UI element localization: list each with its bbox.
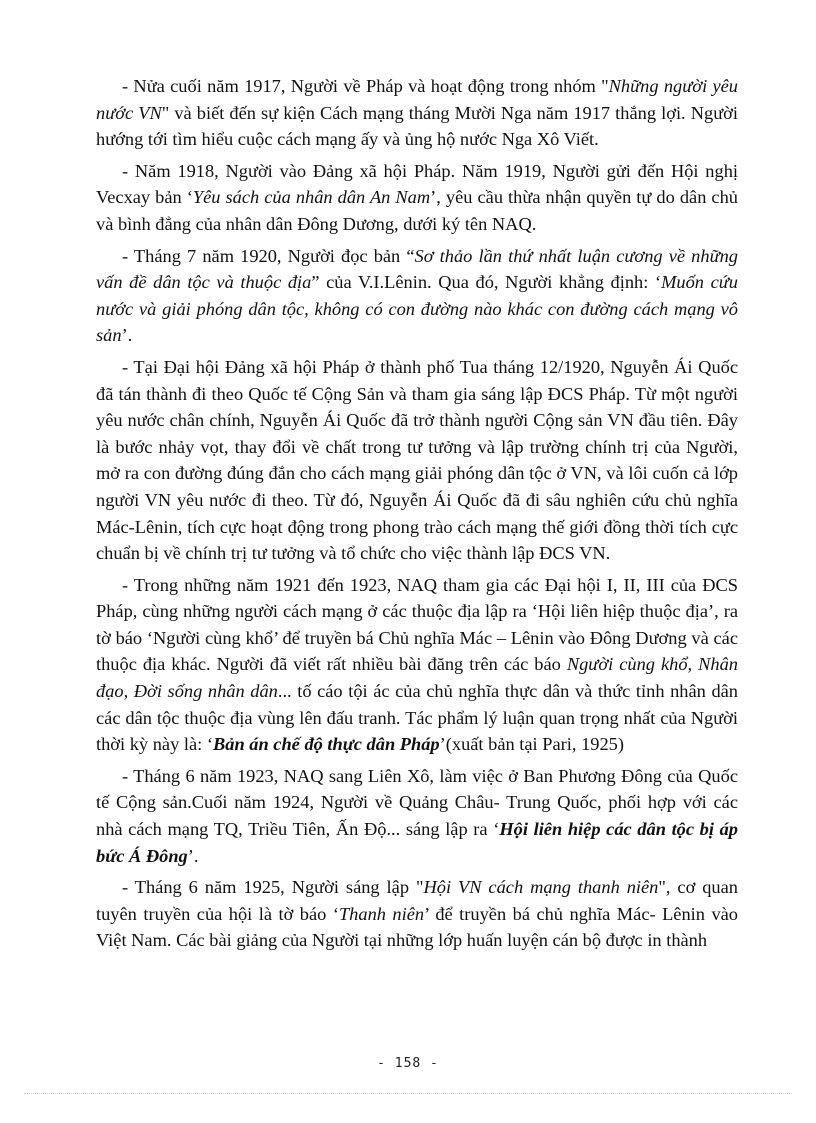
text-run: - Trong những năm 1921 đến 1923, NAQ tham gia các Đại hội I, II, III của ĐCS Pháp, cùng những người cách mạng ở các thuộc địa lập ra ‘Hội liên hiệp thuộc địa’, ra tờ báo ‘Người cùng khổ’ để truyền bá Chủ nghĩa Mác – Lênin vào Đông Dương và các thuộc địa khác. Người đã viết rất nhiều bài đăng trên các báo xyxy=(96,574,738,675)
text-run: ’. xyxy=(121,325,133,346)
document-body xyxy=(96,73,738,959)
paragraph xyxy=(96,572,738,758)
paragraph xyxy=(96,354,738,567)
text-run: ’ để truyền bá chủ nghĩa Mác- Lênin vào Việt Nam. Các bài giảng của Người tại những lớp huấn luyện cán bộ được in thành xyxy=(96,903,738,951)
italic-text: Những người yêu nước VN xyxy=(96,76,738,123)
bold-italic-text: Bản án chế độ thực dân Pháp xyxy=(212,734,440,755)
bold-italic-text: Hội liên hiệp các dân tộc bị áp bức Á Đông xyxy=(96,819,738,866)
text-run: " và biết đến sự kiện Cách mạng tháng Mười Nga năm 1917 thắng lợi. Người hướng tới tìm hiểu cuộc cách mạng ấy và ủng hộ nước Nga Xô Viết. xyxy=(96,102,738,150)
italic-text: Hội VN cách mạng thanh niên xyxy=(423,877,659,898)
text-run: ’(xuất bản tại Pari, 1925) xyxy=(439,734,624,755)
italic-text: Yêu sách của nhân dân An Nam xyxy=(192,187,431,208)
text-run: ’, yêu cầu thừa nhận quyền tự do dân chủ và bình đẳng của nhân dân Đông Dương, dưới ký tên NAQ. xyxy=(96,187,738,234)
text-run: - Nửa cuối năm 1917, Người về Pháp và hoạt động trong nhóm " xyxy=(122,76,609,96)
paragraph xyxy=(96,763,738,869)
italic-text: Thanh niên xyxy=(338,903,425,924)
text-run: - Tháng 6 năm 1923, NAQ sang Liên Xô, làm việc ở Ban Phương Đông của Quốc tế Cộng sản.Cuối năm 1924, Người về Quảng Châu- Trung Quốc, phối hợp với các nhà cách mạng TQ, Triều Tiên, Ấn Độ... sáng lập ra ‘ xyxy=(96,765,738,840)
paragraph xyxy=(96,874,738,954)
text-run: ” của V.I.Lênin. Qua đó, Người khẳng định: ‘ xyxy=(311,272,662,293)
paragraph xyxy=(96,243,738,349)
page-bottom-divider xyxy=(24,1093,792,1094)
italic-text: Muốn cứu nước và giải phóng dân tộc, không có con đường nào khác con đường cách mạng vô sản xyxy=(96,272,738,346)
text-run: ", cơ quan tuyên truyền của hội là tờ báo ‘ xyxy=(96,877,738,924)
paragraph xyxy=(96,73,738,153)
text-run: ... tố cáo tội ác của chủ nghĩa thực dân và thức tỉnh nhân dân các dân tộc thuộc địa vùng lên đấu tranh. Tác phẩm lý luận quan trọng nhất của Người thời kỳ này là: ‘ xyxy=(96,681,738,755)
page-number: - 158 - xyxy=(377,1056,439,1071)
italic-text: Người cùng khổ, Nhân đạo, Đời sống nhân dân xyxy=(96,654,738,702)
text-run: - Tại Đại hội Đảng xã hội Pháp ở thành phố Tua tháng 12/1920, Nguyễn Ái Quốc đã tán thành đi theo Quốc tế Cộng Sản và tham gia sáng lập ĐCS Pháp. Từ một người yêu nước chân chính, Nguyễn Ái Quốc đã trở thành người Cộng sản VN đầu tiên. Đây là bước nhảy vọt, thay đổi về chất trong tư tưởng và lập trường chính trị của Người, mở ra con đường đúng đắn cho cách mạng giải phóng dân tộc ở VN, và lôi cuốn cả lớp người VN yêu nước đi theo. Từ đó, Nguyễn Ái Quốc đã đi sâu nghiên cứu chủ nghĩa Mác-Lênin, tích cực hoạt động trong phong trào cách mạng thế giới đồng thời tích cực chuẩn bị về chính trị tư tưởng và tổ chức cho việc thành lập ĐCS VN. xyxy=(96,356,738,564)
italic-text: Sơ thảo lần thứ nhất luận cương về những vấn đề dân tộc và thuộc địa xyxy=(96,245,738,293)
text-run: ’. xyxy=(187,845,199,866)
text-run: - Tháng 6 năm 1925, Người sáng lập " xyxy=(122,877,424,898)
text-run: - Năm 1918, Người vào Đảng xã hội Pháp. Năm 1919, Người gửi đến Hội nghị Vecxay bản ‘ xyxy=(96,160,738,208)
text-run: - Tháng 7 năm 1920, Người đọc bản “ xyxy=(122,245,415,266)
paragraph xyxy=(96,158,738,238)
